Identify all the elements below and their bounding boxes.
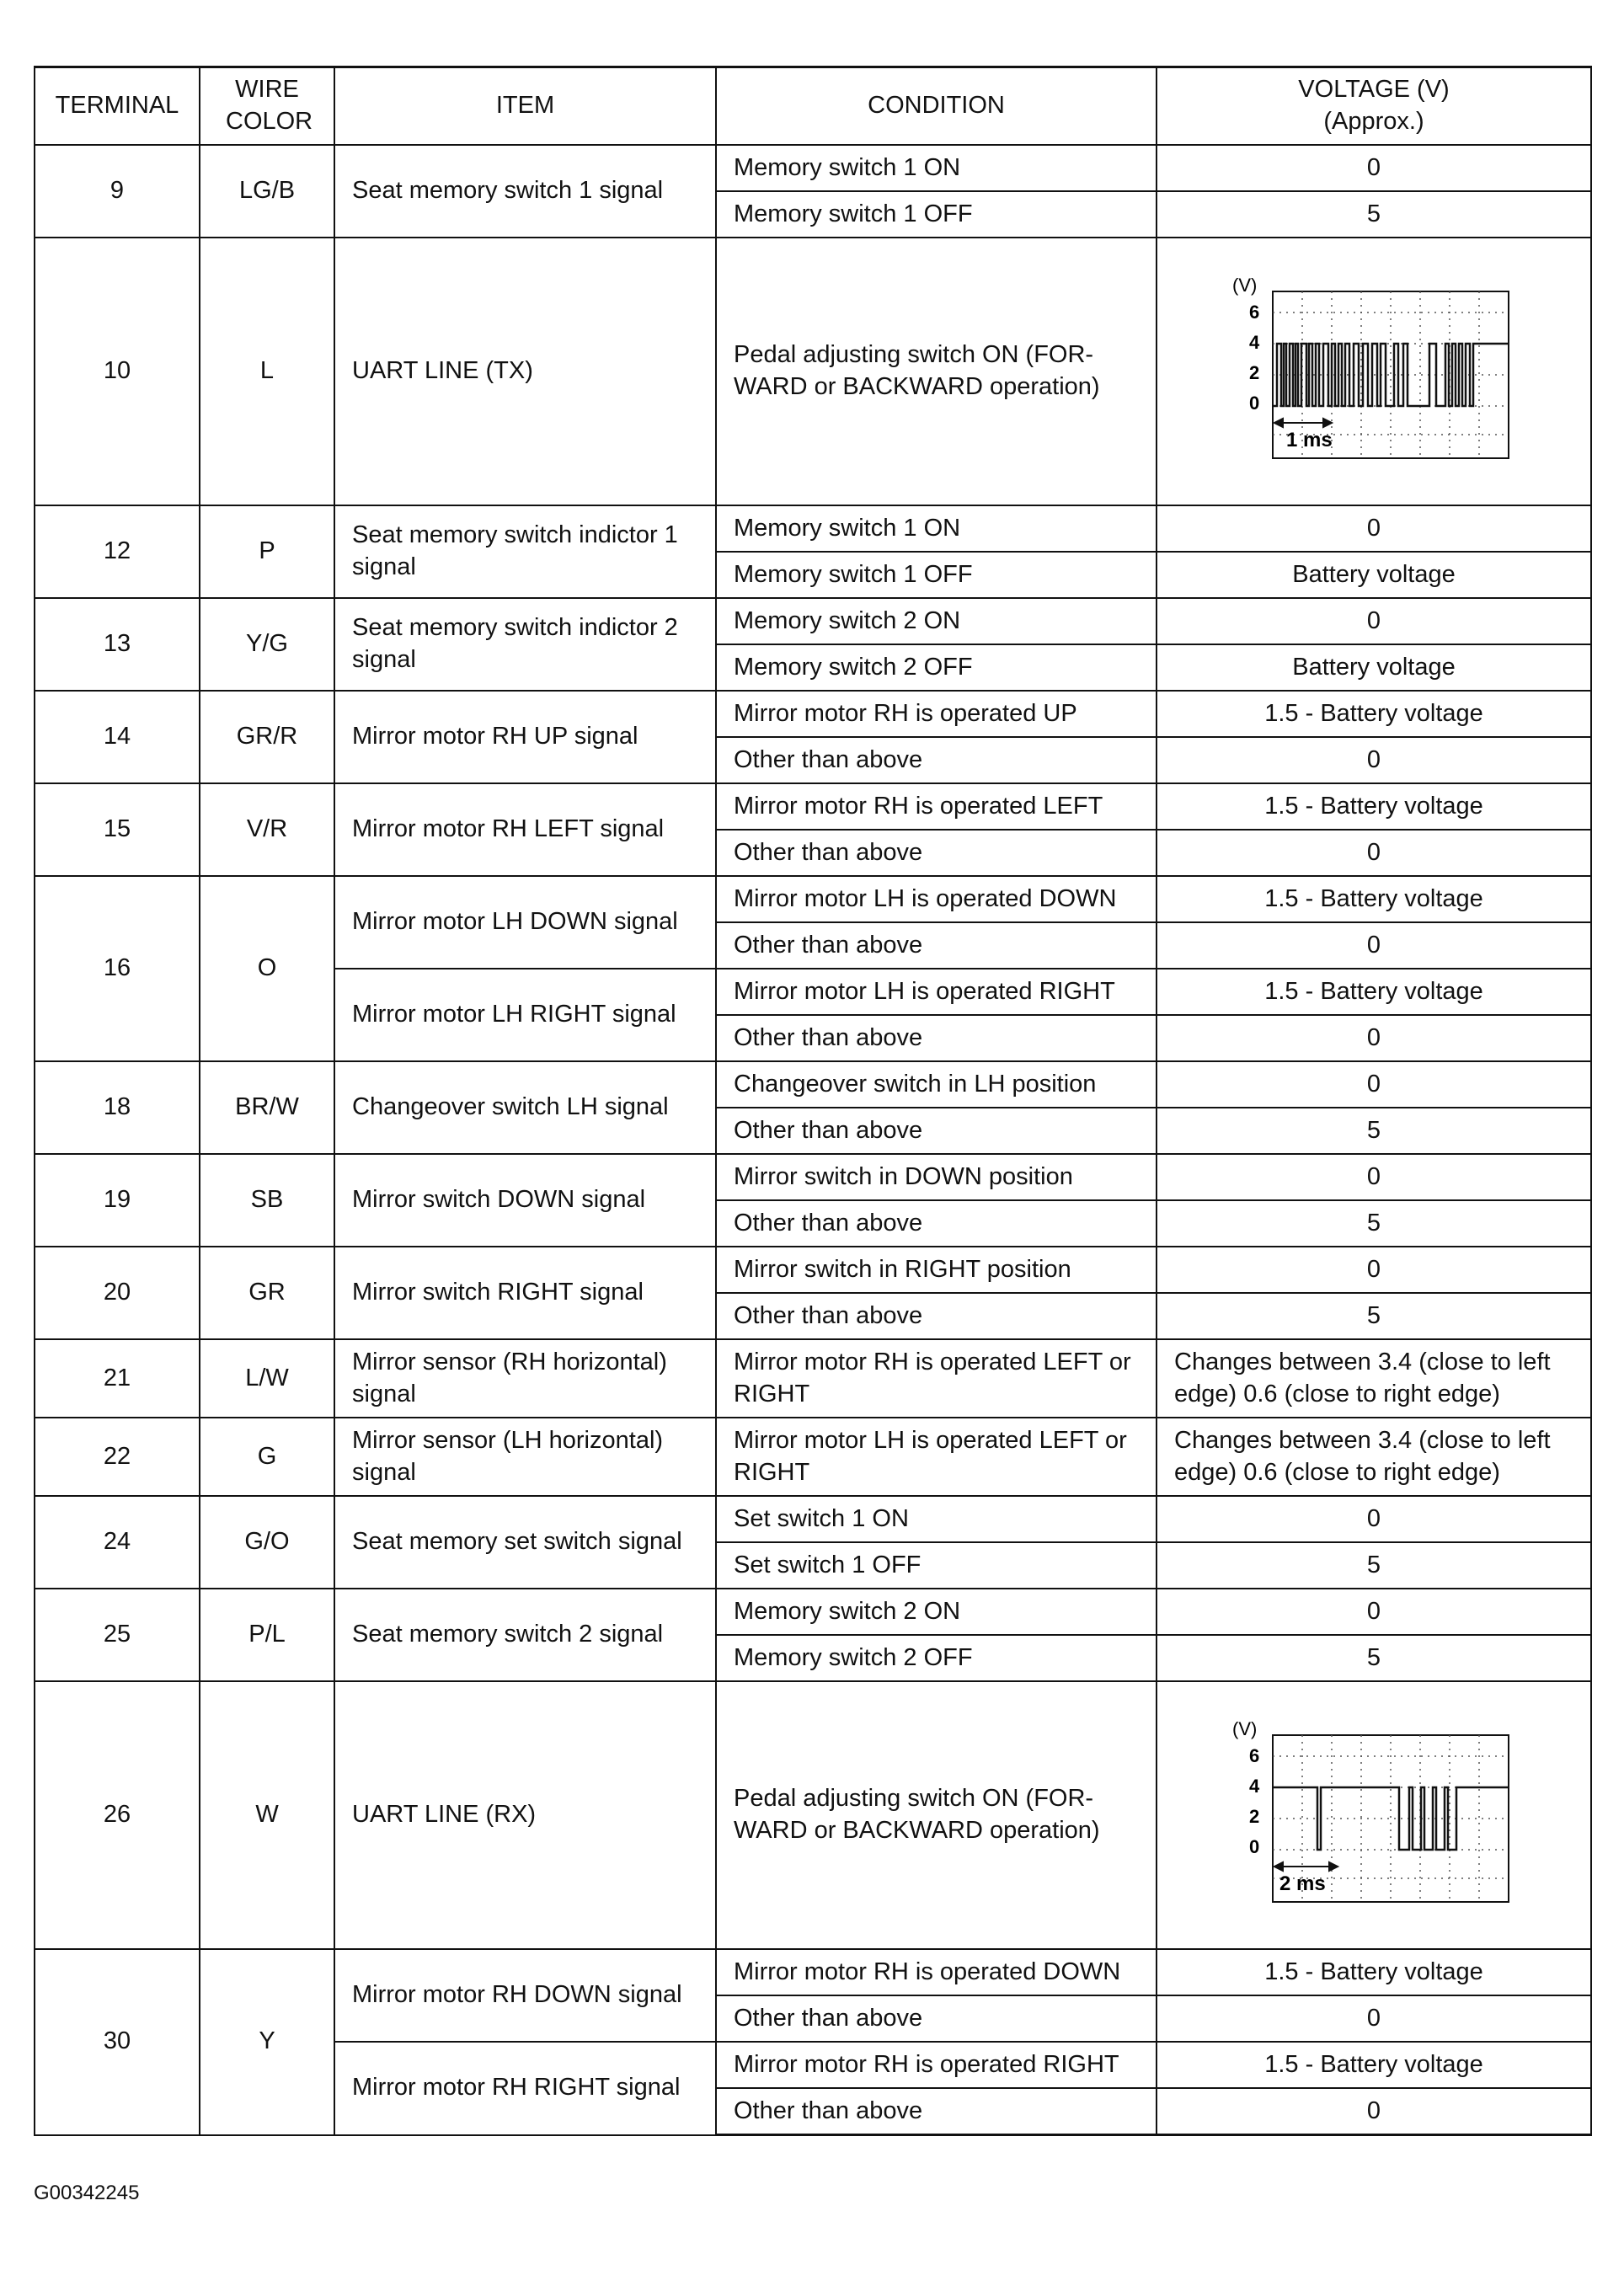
terminal-cell: 13 — [35, 598, 200, 691]
item-cell: Seat memory set switch signal — [334, 1496, 716, 1589]
voltage-cell: 0 — [1157, 1015, 1591, 1061]
wire-color-cell: GR — [200, 1247, 334, 1339]
item-cell: Mirror motor RH RIGHT signal — [334, 2042, 716, 2135]
item-cell: Changeover switch LH signal — [334, 1061, 716, 1154]
wire-color-cell: G/O — [200, 1496, 334, 1589]
condition-cell: Changeover switch in LH position — [716, 1061, 1157, 1108]
voltage-cell: 0 — [1157, 598, 1591, 644]
terminal-cell: 26 — [35, 1681, 200, 1949]
condition-cell: Memory switch 2 OFF — [716, 1635, 1157, 1681]
condition-cell: Mirror switch in DOWN position — [716, 1154, 1157, 1200]
table-row — [35, 1154, 1591, 1200]
condition-cell: Memory switch 1 OFF — [716, 552, 1157, 598]
waveform-tick-label: 6 — [1249, 1744, 1260, 1766]
item-cell: Mirror switch RIGHT signal — [334, 1247, 716, 1339]
wire-color-cell: Y/G — [200, 598, 334, 691]
condition-cell: Other than above — [716, 1015, 1157, 1061]
waveform-unit-label: (V) — [1232, 1717, 1258, 1739]
waveform-tick-label: 2 — [1249, 1805, 1260, 1827]
terminal-cell: 10 — [35, 238, 200, 505]
waveform-time-label: 1 ms — [1286, 428, 1333, 451]
voltage-cell: 0 — [1157, 2088, 1591, 2135]
table-row — [35, 783, 1591, 830]
voltage-cell: 5 — [1157, 1542, 1591, 1589]
voltage-cell: 0 — [1157, 145, 1591, 191]
terminal-cell: 18 — [35, 1061, 200, 1154]
table-row — [35, 1589, 1591, 1635]
condition-cell: Other than above — [716, 737, 1157, 783]
item-cell: Mirror motor RH DOWN signal — [334, 1949, 716, 2042]
voltage-cell: 0 — [1157, 922, 1591, 969]
terminal-cell: 25 — [35, 1589, 200, 1681]
item-cell: Mirror motor LH RIGHT signal — [334, 969, 716, 1061]
table-row — [35, 1949, 1591, 1995]
wire-color-cell: V/R — [200, 783, 334, 876]
condition-cell: Mirror motor LH is operated LEFT or RIGHT — [716, 1418, 1157, 1496]
voltage-cell: 0 — [1157, 1061, 1591, 1108]
table-row — [35, 1681, 1591, 1949]
item-cell: Seat memory switch 1 signal — [334, 145, 716, 238]
condition-cell: Mirror motor RH is operated LEFT — [716, 783, 1157, 830]
wire-color-cell: Y — [200, 1949, 334, 2135]
waveform-cell — [1157, 238, 1591, 505]
voltage-cell: Changes between 3.4 (close to left edge) 0.6 (close to right edge) — [1157, 1418, 1591, 1496]
table-row — [35, 1247, 1591, 1293]
condition-cell: Memory switch 2 ON — [716, 1589, 1157, 1635]
condition-cell: Mirror motor RH is operated DOWN — [716, 1949, 1157, 1995]
item-cell: Seat memory switch indictor 1 signal — [334, 505, 716, 598]
condition-cell: Other than above — [716, 1108, 1157, 1154]
wire-color-cell: LG/B — [200, 145, 334, 238]
item-cell: Mirror switch DOWN signal — [334, 1154, 716, 1247]
terminal-cell: 24 — [35, 1496, 200, 1589]
table-row — [35, 1418, 1591, 1496]
terminal-cell: 30 — [35, 1949, 200, 2135]
item-cell: Mirror motor RH UP signal — [334, 691, 716, 783]
time-scale-arrow — [1274, 1862, 1338, 1871]
table-row — [35, 1496, 1591, 1542]
voltage-cell: 1.5 - Battery voltage — [1157, 783, 1591, 830]
terminal-cell: 15 — [35, 783, 200, 876]
voltage-cell: 1.5 - Battery voltage — [1157, 876, 1591, 922]
waveform-cell — [1157, 1681, 1591, 1949]
wire-color-cell: W — [200, 1681, 334, 1949]
item-cell: UART LINE (TX) — [334, 238, 716, 505]
wire-color-cell: P/L — [200, 1589, 334, 1681]
voltage-cell: 0 — [1157, 505, 1591, 552]
wire-color-cell: SB — [200, 1154, 334, 1247]
table-row — [35, 238, 1591, 505]
voltage-cell: 1.5 - Battery voltage — [1157, 691, 1591, 737]
voltage-cell: 1.5 - Battery voltage — [1157, 2042, 1591, 2088]
condition-cell: Pedal adjusting switch ON (FOR-WARD or BACKWARD operation) — [716, 1681, 1157, 1949]
voltage-cell: Battery voltage — [1157, 552, 1591, 598]
waveform-tx-graph — [1231, 266, 1517, 468]
terminal-cell: 19 — [35, 1154, 200, 1247]
header-item: ITEM — [334, 67, 716, 146]
table-row — [35, 1339, 1591, 1418]
condition-cell: Memory switch 2 ON — [716, 598, 1157, 644]
header-voltage-line1: VOLTAGE (V) — [1298, 76, 1450, 104]
header-voltage — [1157, 67, 1591, 146]
condition-cell: Pedal adjusting switch ON (FOR-WARD or BACKWARD operation) — [716, 238, 1157, 505]
voltage-cell: 0 — [1157, 830, 1591, 876]
terminal-cell: 16 — [35, 876, 200, 1061]
waveform-tick-label: 2 — [1249, 361, 1260, 383]
table-row — [35, 1061, 1591, 1108]
terminal-voltage-table — [34, 66, 1592, 2136]
item-cell: Seat memory switch indictor 2 signal — [334, 598, 716, 691]
header-voltage-line2: (Approx.) — [1323, 108, 1424, 135]
condition-cell: Memory switch 1 ON — [716, 145, 1157, 191]
voltage-cell: 5 — [1157, 1293, 1591, 1339]
condition-cell: Mirror motor LH is operated RIGHT — [716, 969, 1157, 1015]
condition-cell: Mirror motor LH is operated DOWN — [716, 876, 1157, 922]
waveform-tick-label: 4 — [1249, 331, 1260, 353]
header-row — [35, 67, 1591, 146]
wire-color-cell: P — [200, 505, 334, 598]
table-row — [35, 598, 1591, 644]
wire-color-cell: G — [200, 1418, 334, 1496]
item-cell: UART LINE (RX) — [334, 1681, 716, 1949]
table-row — [35, 145, 1591, 191]
waveform-tick-label: 0 — [1249, 392, 1260, 414]
condition-cell: Set switch 1 OFF — [716, 1542, 1157, 1589]
condition-cell: Other than above — [716, 1200, 1157, 1247]
wire-color-cell: O — [200, 876, 334, 1061]
item-cell: Mirror motor LH DOWN signal — [334, 876, 716, 969]
waveform-tick-label: 0 — [1249, 1835, 1260, 1857]
voltage-cell: 0 — [1157, 737, 1591, 783]
voltage-cell: 5 — [1157, 1200, 1591, 1247]
voltage-cell: 0 — [1157, 1496, 1591, 1542]
wire-color-cell: BR/W — [200, 1061, 334, 1154]
voltage-cell: 0 — [1157, 1247, 1591, 1293]
table-row — [35, 505, 1591, 552]
waveform-rx-graph — [1231, 1710, 1517, 1912]
voltage-cell: 5 — [1157, 1635, 1591, 1681]
header-wire-color: WIRE COLOR — [200, 67, 334, 146]
voltage-cell: 5 — [1157, 1108, 1591, 1154]
condition-cell: Mirror motor RH is operated LEFT or RIGHT — [716, 1339, 1157, 1418]
terminal-cell: 9 — [35, 145, 200, 238]
terminal-cell: 20 — [35, 1247, 200, 1339]
wire-color-cell: GR/R — [200, 691, 334, 783]
condition-cell: Other than above — [716, 830, 1157, 876]
table-row — [35, 876, 1591, 922]
header-terminal: TERMINAL — [35, 67, 200, 146]
condition-cell: Mirror switch in RIGHT position — [716, 1247, 1157, 1293]
waveform-tick-label: 6 — [1249, 301, 1260, 323]
voltage-cell: 1.5 - Battery voltage — [1157, 969, 1591, 1015]
condition-cell: Other than above — [716, 1995, 1157, 2042]
item-cell: Mirror sensor (LH horizontal) signal — [334, 1418, 716, 1496]
waveform-tick-label: 4 — [1249, 1775, 1260, 1797]
waveform-time-label: 2 ms — [1279, 1872, 1326, 1895]
condition-cell: Memory switch 2 OFF — [716, 644, 1157, 691]
terminal-cell: 22 — [35, 1418, 200, 1496]
waveform-unit-label: (V) — [1232, 274, 1258, 296]
condition-cell: Memory switch 1 ON — [716, 505, 1157, 552]
item-cell: Mirror sensor (RH horizontal) signal — [334, 1339, 716, 1418]
time-scale-arrow — [1274, 419, 1332, 427]
condition-cell: Other than above — [716, 1293, 1157, 1339]
condition-cell: Mirror motor RH is operated UP — [716, 691, 1157, 737]
voltage-cell: 0 — [1157, 1154, 1591, 1200]
voltage-cell: 0 — [1157, 1589, 1591, 1635]
figure-code: G00342245 — [34, 2182, 140, 2204]
condition-cell: Set switch 1 ON — [716, 1496, 1157, 1542]
header-condition: CONDITION — [716, 67, 1157, 146]
condition-cell: Memory switch 1 OFF — [716, 191, 1157, 238]
terminal-cell: 12 — [35, 505, 200, 598]
voltage-cell: 1.5 - Battery voltage — [1157, 1949, 1591, 1995]
wire-color-cell: L — [200, 238, 334, 505]
terminal-cell: 21 — [35, 1339, 200, 1418]
wire-color-cell: L/W — [200, 1339, 334, 1418]
terminal-cell: 14 — [35, 691, 200, 783]
item-cell: Seat memory switch 2 signal — [334, 1589, 716, 1681]
voltage-cell: 0 — [1157, 1995, 1591, 2042]
voltage-cell: Changes between 3.4 (close to left edge) 0.6 (close to right edge) — [1157, 1339, 1591, 1418]
item-cell: Mirror motor RH LEFT signal — [334, 783, 716, 876]
condition-cell: Other than above — [716, 922, 1157, 969]
voltage-cell: 5 — [1157, 191, 1591, 238]
table-row — [35, 691, 1591, 737]
condition-cell: Mirror motor RH is operated RIGHT — [716, 2042, 1157, 2088]
condition-cell: Other than above — [716, 2088, 1157, 2135]
voltage-cell: Battery voltage — [1157, 644, 1591, 691]
